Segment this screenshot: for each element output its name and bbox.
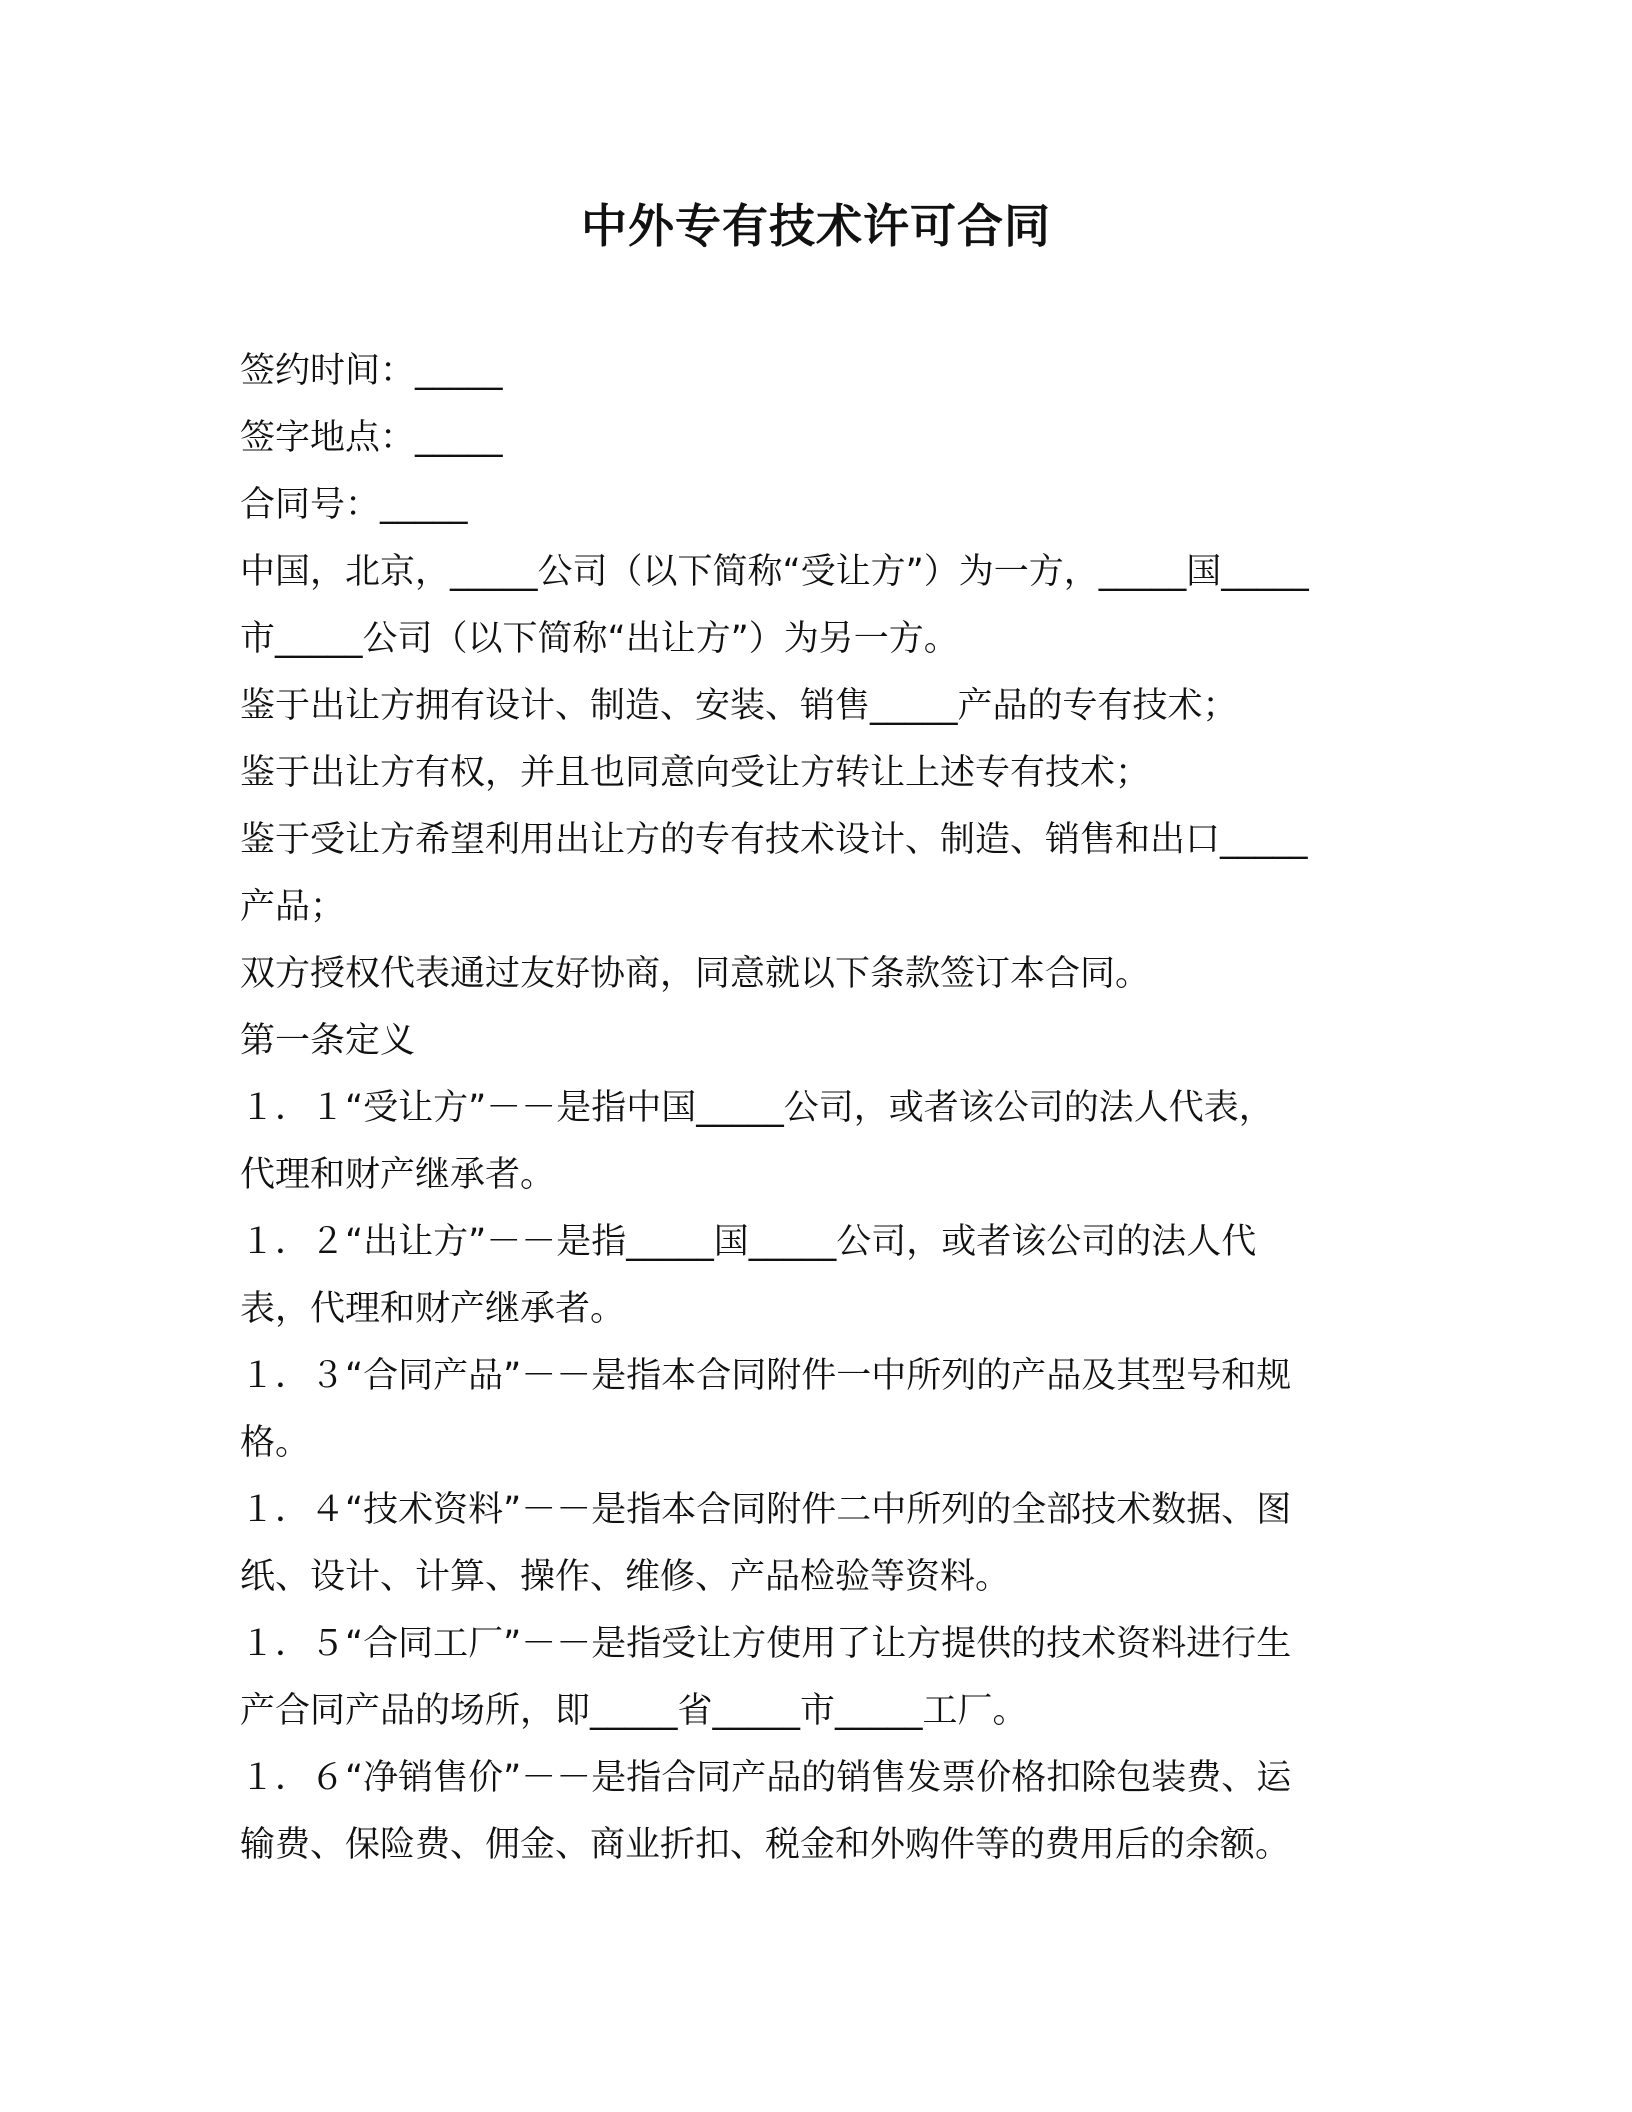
text-line-agreement: 双方授权代表通过友好协商，同意就以下条款签订本合同。 [240,954,1151,994]
clause-1-5-line-2: 产合同产品的场所，即_____省_____市_____工厂。 [240,1691,1028,1731]
text-line-signing-time: 签约时间：_____ [240,351,503,391]
text-line-parties-1: 中国，北京，_____公司（以下简称“受让方”）为一方，_____国_____ [240,552,1309,592]
clause-1-5-line-1: １．５“合同工厂”－－是指受让方使用了让方提供的技术资料进行生 [240,1624,1292,1664]
text-line-whereas-3a: 鉴于受让方希望利用出让方的专有技术设计、制造、销售和出口_____ [240,820,1308,860]
document-title: 中外专有技术许可合同 [581,199,1051,253]
clause-1-4-line-2: 纸、设计、计算、操作、维修、产品检验等资料。 [240,1557,1011,1597]
clause-1-3-line-2: 格。 [240,1423,311,1463]
text-line-contract-number: 合同号：_____ [240,485,468,525]
section-heading-definitions: 第一条定义 [240,1021,416,1061]
text-line-whereas-3b: 产品； [240,887,346,927]
clause-1-1-line-1: １．１“受让方”－－是指中国_____公司，或者该公司的法人代表， [240,1088,1274,1128]
clause-1-3-line-1: １．３“合同产品”－－是指本合同附件一中所列的产品及其型号和规 [240,1356,1292,1396]
text-line-whereas-1: 鉴于出让方拥有设计、制造、安装、销售_____产品的专有技术； [240,686,1238,726]
clause-1-6-line-1: １．６“净销售价”－－是指合同产品的销售发票价格扣除包装费、运 [240,1758,1292,1798]
clause-1-1-line-2: 代理和财产继承者。 [240,1155,556,1195]
clause-1-4-line-1: １．４“技术资料”－－是指本合同附件二中所列的全部技术数据、图 [240,1490,1292,1530]
text-line-signing-place: 签字地点：_____ [240,418,503,458]
clause-1-2-line-2: 表，代理和财产继承者。 [240,1289,626,1329]
clause-1-2-line-1: １．２“出让方”－－是指_____国_____公司，或者该公司的法人代 [240,1222,1257,1262]
text-line-whereas-2: 鉴于出让方有权，并且也同意向受让方转让上述专有技术； [240,753,1151,793]
document-body [240,338,1390,1879]
clause-1-6-line-2: 输费、保险费、佣金、商业折扣、税金和外购件等的费用后的余额。 [240,1825,1291,1865]
text-line-parties-2: 市_____公司（以下简称“出让方”）为另一方。 [240,619,959,659]
